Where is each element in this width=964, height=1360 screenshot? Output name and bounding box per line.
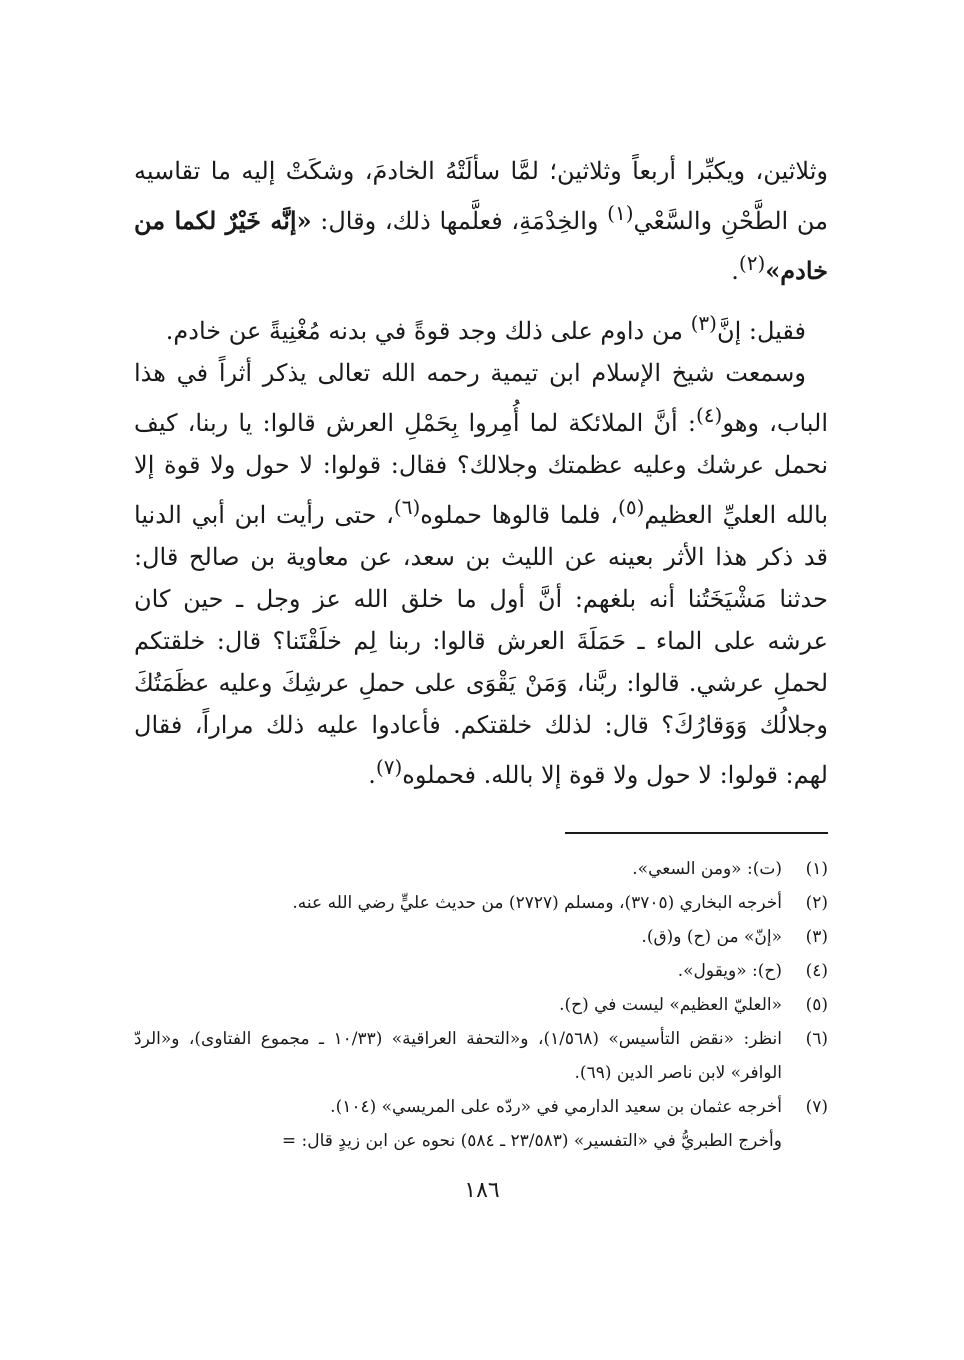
footnote-number: (٧) — [805, 1097, 828, 1117]
paragraph-2-text-2: من داوم على ذلك وجد قوةً في بدنه مُغْنِيةً عن خادم. — [165, 317, 691, 345]
page-number: ١٨٦ — [464, 1178, 500, 1203]
footnote-6 — [134, 1022, 828, 1090]
footnote-1 — [134, 852, 828, 886]
footnote-4 — [134, 954, 828, 988]
footnote-text: أخرجه عثمان بن سعيد الدارمي في «ردّه على المريسي» (١٠٤). — [330, 1097, 782, 1117]
footnote-text: «إنّ» من (ح) و(ق). — [641, 927, 782, 947]
paragraph-3-text-4: ، حتى رأيت ابن أبي الدنيا قد ذكر هذا الأثر بعينه عن الليث بن سعد، عن معاوية بن صالح قال: حدثنا مَشْيَخَتُنا أنه بلغهم: أنَّ أول ما خلق الله عز وجل ـ حين كان عرشه على الماء ـ حَمَلَةَ العرش قالوا: ربنا لِم خلَقْتَنا؟ قال: خلقتكم لحملِ عرشي. قالوا: ربَّنا، وَمَنْ يَقْوَى على حملِ عرشِكَ وعليه عظَمَتُكَ وجلالُك وَوَقارُكَ؟ قال: لذلك خلقتكم. فأعادوا عليه ذلك مراراً، فقال لهم: قولوا: لا حول ولا قوة إلا بالله. فحملوه — [134, 501, 828, 789]
footnote-ref-1: (١) — [607, 201, 634, 225]
footnote-2 — [134, 886, 828, 920]
footnote-number: (٦) — [805, 1029, 828, 1049]
footnote-number: (٢) — [805, 893, 828, 913]
paragraph-2-text: فقيل: إنَّ — [716, 317, 806, 345]
paragraph-1-text-2: والخِدْمَةِ، فعلَّمها ذلك، وقال: — [311, 207, 608, 235]
hadith-quote: «إنَّه خَيْرٌ لكما من خادم» — [134, 206, 828, 285]
footnote-number: (٥) — [805, 995, 828, 1015]
footnote-continuation: وأخرج الطبريُّ في «التفسير» (٢٣/٥٨٣ ـ ٥٨٤) نحوه عن ابن زيدٍ قال: = — [281, 1131, 782, 1151]
paragraph-3 — [134, 352, 828, 796]
footnote-number: (٤) — [805, 961, 828, 981]
footnote-ref-7: (٧) — [375, 755, 403, 779]
footnote-number: (١) — [805, 859, 828, 879]
paragraph-2 — [134, 302, 828, 352]
footnote-3 — [134, 920, 828, 954]
paragraph-1-text: وثلاثين، ويكبِّرا أربعاً وثلاثين؛ لمَّا سألَتْهُ الخادمَ، وشكَتْ إليه ما تقاسيه من الطَّحْنِ والسَّعْي — [134, 157, 828, 235]
footnote-ref-3: (٣) — [690, 311, 717, 335]
footnote-text: «العليّ العظيم» ليست في (ح). — [559, 995, 782, 1015]
paragraph-3-end: . — [368, 761, 376, 789]
footnote-ref-2: (٢) — [738, 251, 766, 275]
footnote-ref-5: (٥) — [618, 495, 645, 519]
paragraph-3-text: وسمعت شيخ الإسلام ابن تيمية رحمه الله تعالى يذكر أثراً في هذا الباب، وهو — [134, 359, 829, 437]
footnote-text: أخرجه البخاري (٣٧٠٥)، ومسلم (٢٧٢٧) من حديث عليٍّ رضي الله عنه. — [292, 893, 782, 913]
main-text — [134, 150, 828, 796]
paragraph-1-end: . — [731, 257, 739, 285]
paragraph-3-text-2: : أنَّ الملائكة لما أُمِروا بِحَمْلِ العرش قالوا: يا ربنا، كيف نحمل عرشك وعليه عظمتك وجلالك؟ فقال: قولوا: لا حول ولا قوة إلا بالله العليِّ العظيم — [134, 409, 828, 529]
footnote-7 — [134, 1090, 828, 1124]
footnote-number: (٣) — [805, 927, 828, 947]
footnote-divider — [565, 832, 828, 834]
paragraph-3-text-3: ، فلما قالوها حملوه — [420, 501, 619, 529]
paragraph-1 — [134, 150, 828, 292]
footnote-5 — [134, 988, 828, 1022]
footnote-ref-6: (٦) — [393, 495, 421, 519]
footnote-text: انظر: «نقض التأسيس» (١/٥٦٨)، و«التحفة العراقية» (١٠/٣٣ ـ مجموع الفتاوى)، و«الردّ الوافر» لابن ناصر الدين (٦٩). — [134, 1029, 782, 1083]
footnote-ref-4: (٤) — [695, 403, 723, 427]
footnotes — [134, 852, 828, 1158]
footnote-text: (ح): «ويقول». — [677, 961, 782, 981]
footnote-text: (ت): «ومن السعي». — [632, 859, 782, 879]
